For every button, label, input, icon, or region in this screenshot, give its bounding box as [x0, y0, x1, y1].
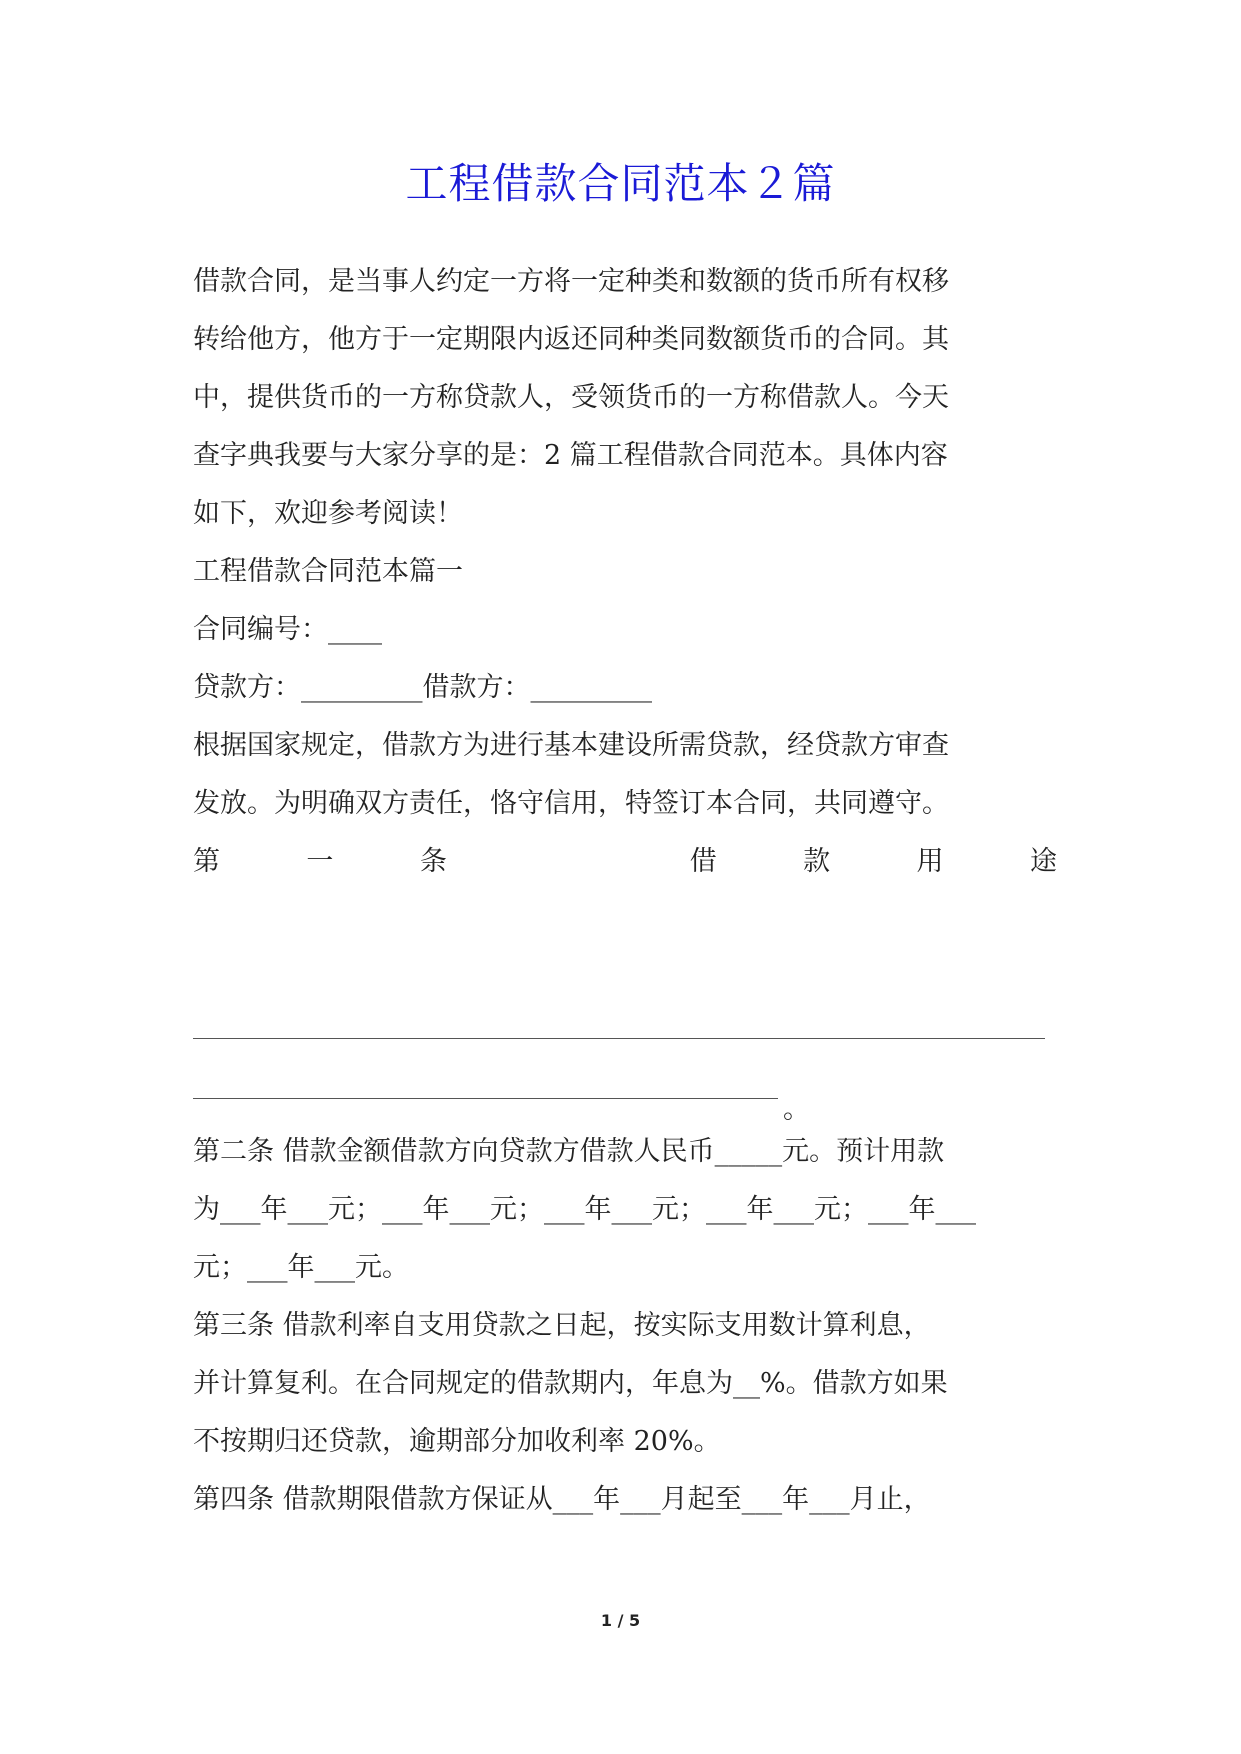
- article-2-line-3: 元；___年___元。: [193, 1252, 409, 1283]
- blank-rule-2: [193, 1098, 778, 1099]
- article-3-line-1: 第三条 借款利率自支用贷款之日起，按实际支用数计算利息，: [193, 1310, 931, 1341]
- article-1-char: 一: [306, 846, 334, 877]
- intro-line-4: 查字典我要与大家分享的是：2 篇工程借款合同范本。具体内容: [193, 440, 948, 471]
- document-title: 工程借款合同范本２篇: [405, 159, 836, 208]
- intro-line-2: 转给他方，他方于一定期限内返还同种类同数额货币的合同。其: [193, 324, 949, 355]
- article-2-line-2: 为___年___元；___年___元；___年___元；___年___元；___年___: [193, 1194, 976, 1225]
- article-3-line-2: 并计算复利。在合同规定的借款期内，年息为__%。借款方如果: [193, 1368, 948, 1399]
- article-1-char: 用: [916, 846, 944, 877]
- intro-line-1: 借款合同，是当事人约定一方将一定种类和数额的货币所有权移: [193, 266, 949, 297]
- parties-line: 贷款方：_________借款方：_________: [193, 672, 652, 703]
- article-1-end-mark: 。: [783, 1094, 810, 1125]
- article-1-char: 款: [803, 846, 831, 877]
- contract-number: 合同编号：____: [193, 614, 382, 645]
- article-1-heading: [193, 842, 1057, 882]
- section-heading: 工程借款合同范本篇一: [193, 556, 463, 587]
- article-1-char: 途: [1029, 846, 1057, 877]
- article-1-char: 借: [689, 846, 717, 877]
- intro-line-5: 如下，欢迎参考阅读！: [193, 498, 463, 529]
- preamble-line-2: 发放。为明确双方责任，恪守信用，特签订本合同，共同遵守。: [193, 788, 949, 819]
- page-number: 1 / 5: [600, 1611, 641, 1630]
- article-1-char: 条: [419, 846, 447, 877]
- article-3-line-3: 不按期归还贷款，逾期部分加收利率 20%。: [193, 1426, 721, 1457]
- article-1-char: 第: [193, 846, 220, 877]
- article-2-line-1: 第二条 借款金额借款方向贷款方借款人民币_____元。预计用款: [193, 1136, 945, 1167]
- article-1-gap: [533, 842, 603, 882]
- article-4-line-1: 第四条 借款期限借款方保证从___年___月起至___年___月止，: [193, 1484, 931, 1515]
- preamble-line-1: 根据国家规定，借款方为进行基本建设所需贷款，经贷款方审查: [193, 730, 949, 761]
- intro-line-3: 中，提供货币的一方称贷款人，受领货币的一方称借款人。今天: [193, 382, 949, 413]
- blank-rule-1: [193, 1038, 1045, 1039]
